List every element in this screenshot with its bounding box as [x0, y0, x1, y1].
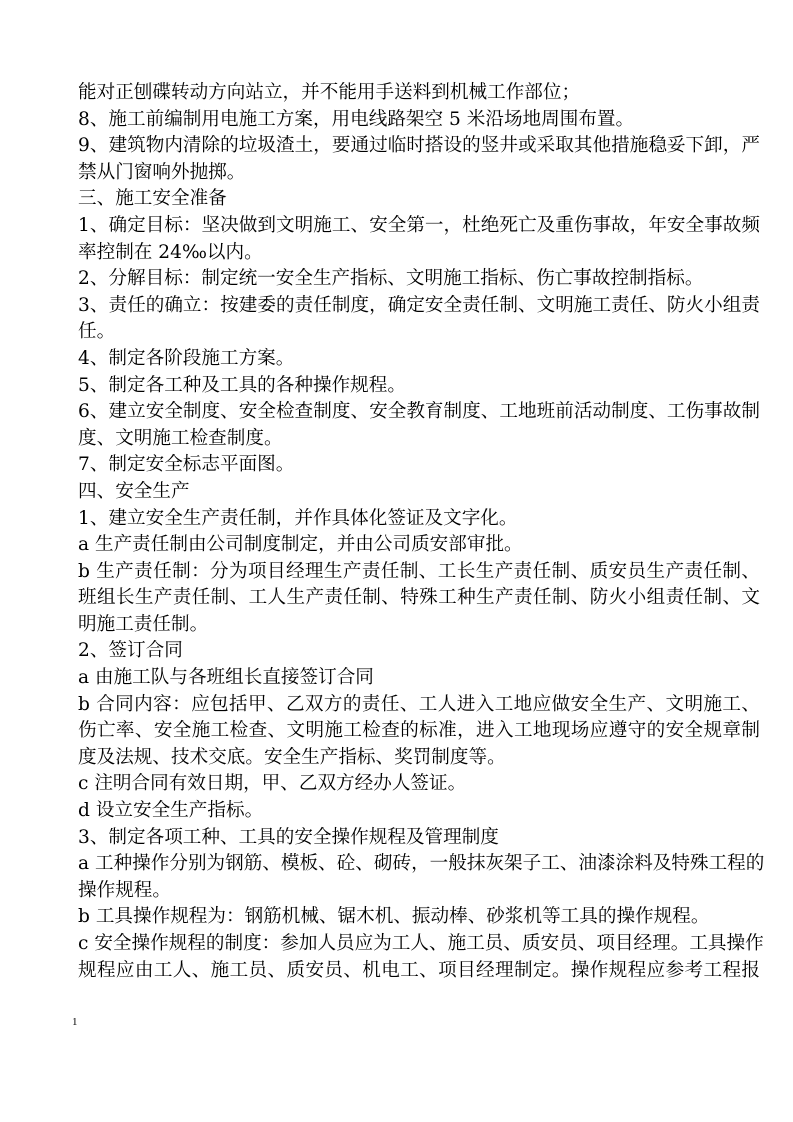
text-line: b 合同内容：应包括甲、乙双方的责任、工人进入工地应做安全生产、文明施工、	[78, 693, 760, 715]
text-line: 度、文明施工检查制度。	[78, 427, 283, 449]
text-line: 8、施工前编制用电施工方案，用电线路架空 5 米沿场地周围布置。	[78, 108, 635, 130]
text-line: 6、建立安全制度、安全检查制度、安全教育制度、工地班前活动制度、工伤事故制	[78, 401, 760, 423]
text-line: 班组长生产责任制、工人生产责任制、特殊工种生产责任制、防火小组责任制、文	[78, 587, 760, 609]
text-line: a 工种操作分别为钢筋、模板、砼、砌砖，一般抹灰架子工、油漆涂料及特殊工程的	[78, 853, 765, 875]
text-line: b 生产责任制：分为项目经理生产责任制、工长生产责任制、质安员生产责任制、	[78, 560, 760, 582]
text-line: 规程应由工人、施工员、质安员、机电工、项目经理制定。操作规程应参考工程报	[78, 959, 760, 981]
text-line: 禁从门窗响外抛掷。	[78, 161, 246, 183]
text-line: 3、责任的确立：按建委的责任制度，确定安全责任制、文明施工责任、防火小组责	[78, 294, 760, 316]
text-line: 伤亡率、安全施工检查、文明施工检查的标准，进入工地现场应遵守的安全规章制	[78, 720, 760, 742]
text-line: 四、安全生产	[78, 480, 190, 502]
page-number: 1	[72, 1016, 78, 1028]
text-line: c 注明合同有效日期，甲、乙双方经办人签证。	[78, 773, 467, 795]
text-line: 1、确定目标：坚决做到文明施工、安全第一，杜绝死亡及重伤事故，年安全事故频	[78, 214, 760, 236]
text-line: 5、制定各工种及工具的各种操作规程。	[78, 374, 406, 396]
text-line: 3、制定各项工种、工具的安全操作规程及管理制度	[78, 826, 499, 848]
text-line: 9、建筑物内清除的垃圾渣土，要通过临时搭设的竖井或采取其他措施稳妥下卸，严	[78, 135, 760, 157]
text-line: 1、建立安全生产责任制，并作具体化签证及文字化。	[78, 507, 518, 529]
document-body	[78, 80, 765, 984]
text-line: 操作规程。	[78, 879, 171, 901]
text-line: 三、施工安全准备	[78, 188, 227, 210]
text-line: 4、制定各阶段施工方案。	[78, 347, 295, 369]
text-line: b 工具操作规程为：钢筋机械、锯木机、振动棒、砂浆机等工具的操作规程。	[78, 906, 710, 928]
text-line: c 安全操作规程的制度：参加人员应为工人、施工员、质安员、项目经理。工具操作	[78, 933, 764, 954]
text-line: 率控制在 24‰以内。	[78, 241, 263, 263]
text-line: 7、制定安全标志平面图。	[78, 454, 295, 476]
text-line: a 由施工队与各班组长直接签订合同	[78, 667, 374, 689]
text-line: 度及法规、技术交底。安全生产指标、奖罚制度等。	[78, 746, 506, 768]
text-line: a 生产责任制由公司制度制定，并由公司质安部审批。	[78, 534, 523, 556]
text-line: 任。	[78, 321, 116, 343]
text-line: 2、分解目标：制定统一安全生产指标、文明施工指标、伤亡事故控制指标。	[78, 268, 704, 290]
text-line: 能对正刨碟转动方向站立，并不能用手送料到机械工作部位；	[78, 82, 581, 103]
text-line: d 设立安全生产指标。	[78, 800, 264, 822]
text-line: 明施工责任制。	[78, 613, 209, 635]
text-line: 2、签订合同	[78, 640, 183, 662]
